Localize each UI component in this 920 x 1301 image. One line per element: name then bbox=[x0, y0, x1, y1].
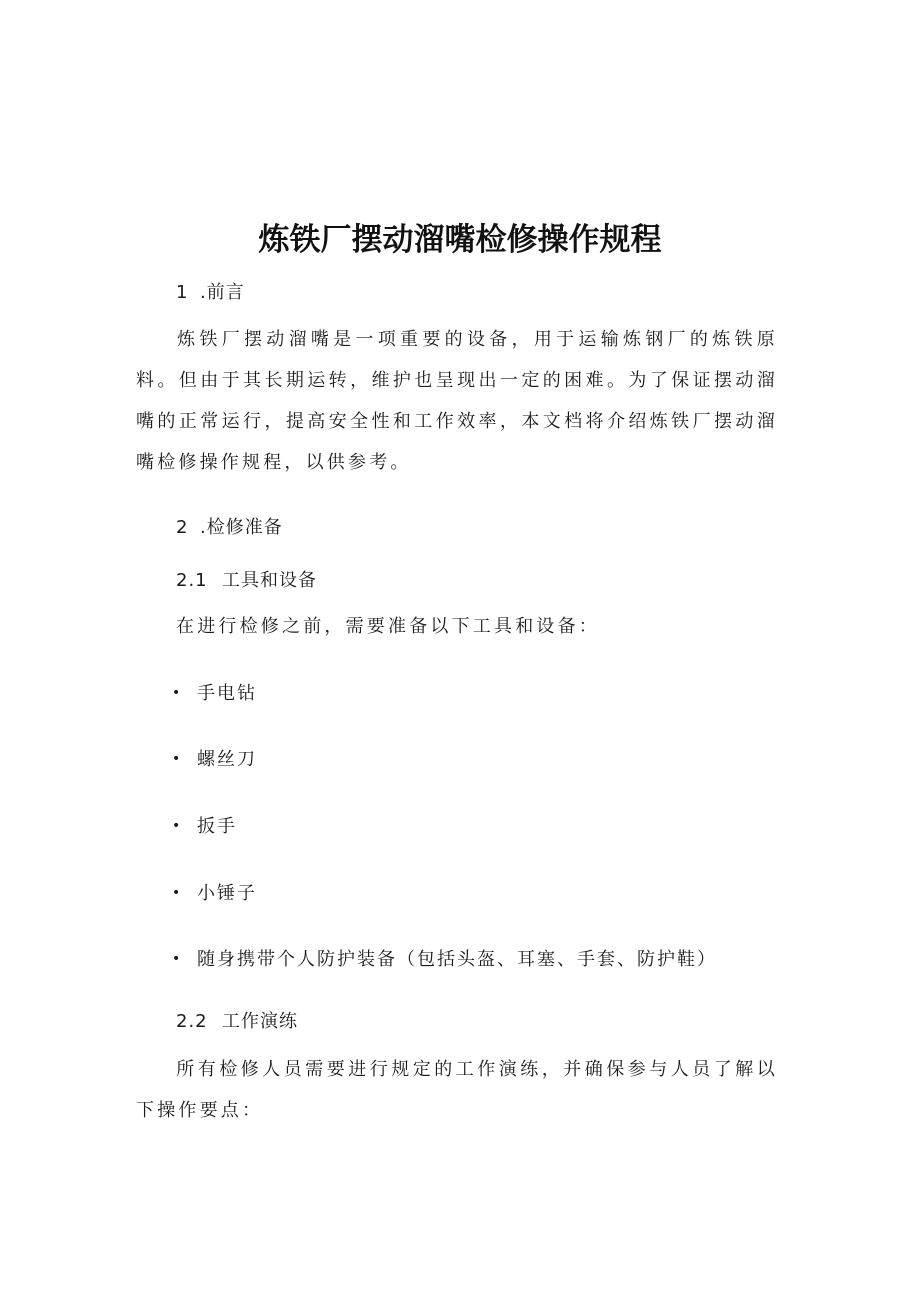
section-1-title: .前言 bbox=[200, 282, 245, 303]
subsection-2-2-heading bbox=[176, 1007, 298, 1033]
subsection-2-1-heading bbox=[176, 566, 317, 592]
section-1-paragraph bbox=[136, 319, 778, 483]
list-item-text: 小锤子 bbox=[197, 883, 257, 904]
list-item bbox=[172, 879, 257, 905]
section-1-heading bbox=[176, 278, 245, 304]
subsection-2-2-number: 2.2 bbox=[176, 1011, 208, 1032]
list-item-text: 扳手 bbox=[197, 816, 237, 837]
bullet-icon: • bbox=[172, 885, 183, 901]
subsection-2-2-paragraph-text: 所有检修人员需要进行规定的工作演练，并确保参与人员了解以下操作要点： bbox=[136, 1059, 778, 1121]
subsection-2-1-intro: 在进行检修之前，需要准备以下工具和设备： bbox=[176, 616, 600, 637]
section-1-paragraph-text: 炼铁厂摆动溜嘴是一项重要的设备，用于运输炼钢厂的炼铁原料。但由于其长期运转，维护也呈现出一定的困难。为了保证摆动溜嘴的正常运行，提高安全性和工作效率，本文档将介绍炼铁厂摆动溜嘴检修操作规程，以供参考。 bbox=[136, 329, 778, 473]
section-1-number: 1 bbox=[176, 282, 189, 303]
bullet-icon: • bbox=[172, 751, 183, 767]
list-item bbox=[172, 745, 257, 771]
bullet-icon: • bbox=[172, 951, 183, 967]
list-item bbox=[172, 945, 717, 971]
list-item-text: 螺丝刀 bbox=[197, 749, 257, 770]
subsection-2-1-number: 2.1 bbox=[176, 570, 208, 591]
subsection-2-1-title: 工具和设备 bbox=[222, 570, 317, 591]
list-item-text: 随身携带个人防护装备（包括头盔、耳塞、手套、防护鞋） bbox=[197, 949, 717, 970]
list-item bbox=[172, 812, 237, 838]
subsection-2-2-title: 工作演练 bbox=[222, 1011, 298, 1032]
subsection-2-2-paragraph bbox=[136, 1049, 778, 1131]
bullet-icon: • bbox=[172, 685, 183, 701]
section-2-title: .检修准备 bbox=[200, 517, 283, 538]
section-2-heading bbox=[176, 513, 283, 539]
document-title: 炼铁厂摆动溜嘴检修操作规程 bbox=[258, 222, 662, 258]
bullet-icon: • bbox=[172, 818, 183, 834]
section-2-number: 2 bbox=[176, 517, 189, 538]
list-item-text: 手电钻 bbox=[197, 683, 257, 704]
list-item bbox=[172, 679, 257, 705]
